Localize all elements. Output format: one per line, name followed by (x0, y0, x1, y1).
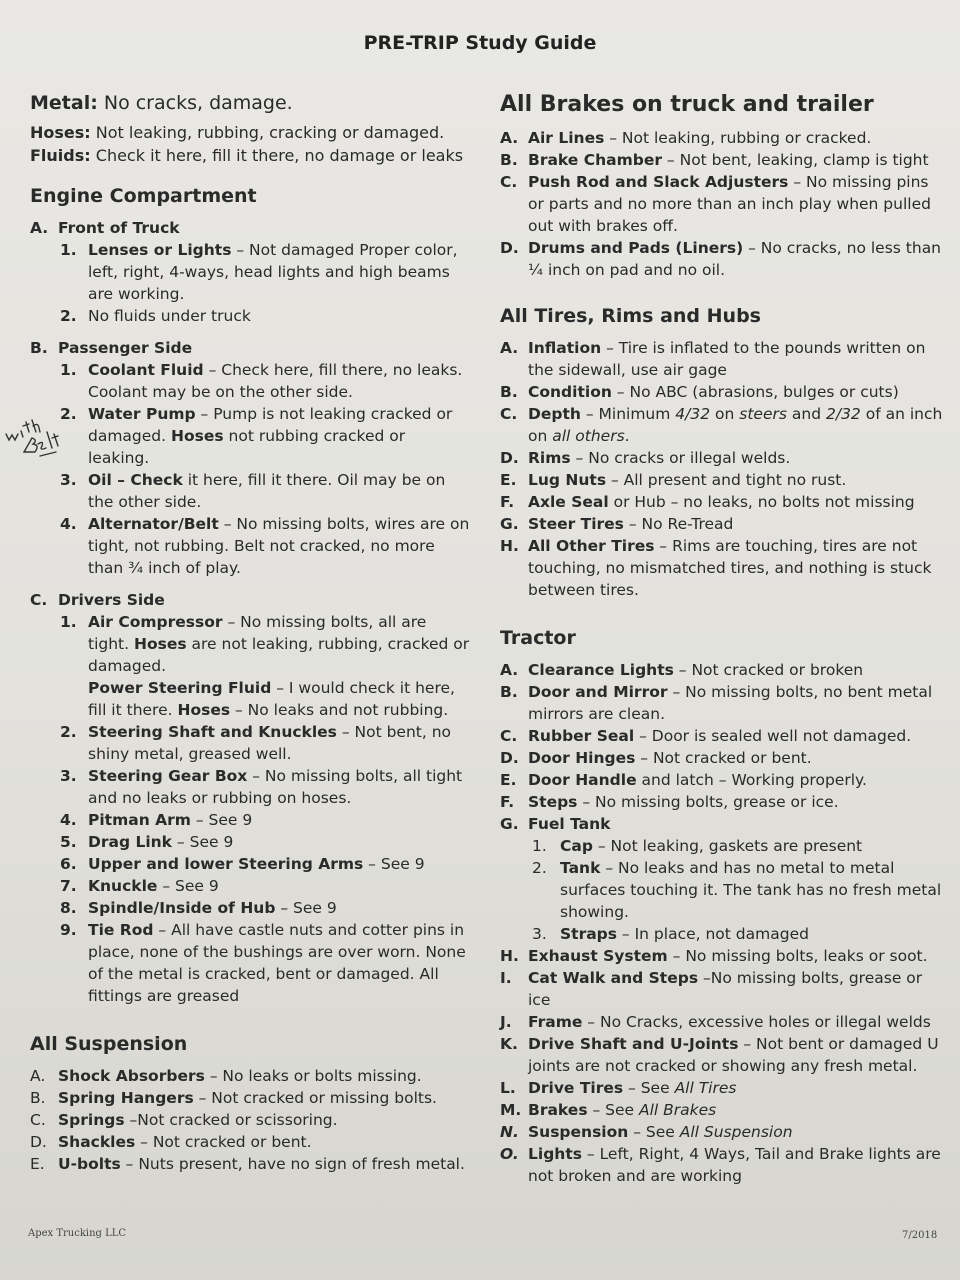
list-item: B. Spring Hangers – Not cracked or missing bolts. (30, 1089, 437, 1107)
list-item: C. Drivers Side (30, 591, 165, 609)
list-item: 7. Knuckle – See 9 (60, 877, 219, 895)
suspension-heading: All Suspension (30, 1033, 188, 1055)
list-item: E. Lug Nuts – All present and tight no rust. (500, 471, 847, 489)
list-item: D. Door Hinges – Not cracked or bent. (500, 749, 812, 767)
list-item: L. Drive Tires – See All Tires (500, 1079, 737, 1097)
list-item: A. Shock Absorbers – No leaks or bolts missing. (30, 1067, 422, 1085)
list-item: 1. Air Compressor – No missing bolts, all are tight. Hoses are not leaking, rubbing, cracked or damaged. Power Steering Fluid – I would check it here, fill it there. Hoses – No leaks and not rubbing. (60, 613, 470, 719)
tires-heading: All Tires, Rims and Hubs (500, 305, 761, 327)
list-item: I. Cat Walk and Steps –No missing bolts, grease or ice (500, 969, 923, 1009)
list-item: B. Door and Mirror – No missing bolts, no bent metal mirrors are clean. (500, 683, 933, 723)
footer-company: Apex Trucking LLC (28, 1228, 127, 1239)
list-item: 2. Steering Shaft and Knuckles – Not bent, no shiny metal, greased well. (60, 723, 452, 763)
list-item: C. Depth – Minimum 4/32 on steers and 2/32 of an inch on all others. (500, 405, 943, 445)
list-item: M. Brakes – See All Brakes (500, 1101, 717, 1119)
list-item: C. Push Rod and Slack Adjusters – No missing pins or parts and no more than an inch play when pulled out with brakes off. (500, 173, 931, 235)
list-item: A. Inflation – Tire is inflated to the pounds written on the sidewall, use air gage (500, 339, 926, 379)
list-item: E. U-bolts – Nuts present, have no sign of fresh metal. (30, 1155, 465, 1173)
list-item: 1. Lenses or Lights – Not damaged Proper color, left, right, 4-ways, head lights and high beams are working. (60, 241, 458, 303)
list-item: 4. Pitman Arm – See 9 (60, 811, 253, 829)
list-item: G. Fuel Tank (500, 815, 611, 833)
list-item: 1. Cap – Not leaking, gaskets are present (532, 837, 863, 855)
list-item: O. Lights – Left, Right, 4 Ways, Tail and Brake lights are not broken and are working (500, 1145, 941, 1185)
list-item: H. All Other Tires – Rims are touching, tires are not touching, no mismatched tires, and nothing is stuck between tires. (500, 537, 932, 599)
list-item: A. Air Lines – Not leaking, rubbing or cracked. (500, 129, 872, 147)
list-item: 5. Drag Link – See 9 (60, 833, 234, 851)
list-item: 9. Tie Rod – All have castle nuts and cotter pins in place, none of the bushings are over worn. None of the metal is cracked, bent or damaged. All fittings are greased (60, 921, 466, 1005)
intro-hoses: Hoses: Not leaking, rubbing, cracking or damaged. (30, 123, 445, 142)
list-item: 3. Straps – In place, not damaged (532, 925, 809, 943)
brakes-heading: All Brakes on truck and trailer (500, 92, 874, 117)
engine-heading: Engine Compartment (30, 185, 257, 207)
list-item: B. Brake Chamber – Not bent, leaking, clamp is tight (500, 151, 929, 169)
list-item: B. Condition – No ABC (abrasions, bulges or cuts) (500, 383, 899, 401)
list-item: D. Drums and Pads (Liners) – No cracks, no less than ¼ inch on pad and no oil. (500, 239, 942, 279)
tires-section (500, 305, 948, 601)
list-item: G. Steer Tires – No Re-Tread (500, 515, 734, 533)
suspension-section (30, 1033, 470, 1175)
intro-fluids: Fluids: Check it here, fill it there, no damage or leaks (30, 146, 464, 165)
list-item: 6. Upper and lower Steering Arms – See 9 (60, 855, 425, 873)
list-item: J. Frame – No Cracks, excessive holes or illegal welds (500, 1013, 931, 1031)
list-item: A. Clearance Lights – Not cracked or broken (500, 661, 864, 679)
list-item: 2. Water Pump – Pump is not leaking cracked or damaged. Hoses not rubbing cracked or leaking. (60, 405, 453, 467)
list-item: E. Door Handle and latch – Working properly. (500, 771, 867, 789)
list-item: K. Drive Shaft and U-Joints – Not bent or damaged U joints are not cracked or showing any fresh metal. (500, 1035, 939, 1075)
right-column (500, 92, 948, 1187)
list-item: C. Rubber Seal – Door is sealed well not damaged. (500, 727, 912, 745)
left-column (30, 92, 470, 1175)
list-item: 2. No fluids under truck (60, 307, 251, 325)
list-item: F. Axle Seal or Hub – no leaks, no bolts not missing (500, 493, 915, 511)
list-item: 8. Spindle/Inside of Hub – See 9 (60, 899, 337, 917)
list-item: A. Front of Truck (30, 219, 180, 237)
list-item: 3. Oil – Check it here, fill it there. Oil may be on the other side. (60, 471, 446, 511)
list-item: 1. Coolant Fluid – Check here, fill there, no leaks. Coolant may be on the other side. (60, 361, 463, 401)
list-item: F. Steps – No missing bolts, grease or ice. (500, 793, 839, 811)
engine-compartment-section (30, 185, 470, 1007)
list-item: H. Exhaust System – No missing bolts, leaks or soot. (500, 947, 928, 965)
list-item: 4. Alternator/Belt – No missing bolts, wires are on tight, not rubbing. Belt not cracked, no more than ¾ inch of play. (60, 515, 470, 577)
list-item: B. Passenger Side (30, 339, 193, 357)
intro-metal: Metal: No cracks, damage. (30, 92, 293, 114)
footer-date: 7/2018 (902, 1230, 938, 1241)
tractor-heading: Tractor (500, 627, 576, 649)
list-item: C. Springs –Not cracked or scissoring. (30, 1111, 338, 1129)
list-item: 2. Tank – No leaks and has no metal to metal surfaces touching it. The tank has no fresh metal showing. (532, 859, 942, 921)
list-item: 3. Steering Gear Box – No missing bolts, all tight and no leaks or rubbing on hoses. (60, 767, 463, 807)
tractor-section (500, 627, 948, 1187)
brakes-section (500, 92, 948, 281)
list-item: D. Shackles – Not cracked or bent. (30, 1133, 312, 1151)
list-item: N. Suspension – See All Suspension (500, 1123, 793, 1141)
page-title: PRE-TRIP Study Guide (363, 32, 597, 54)
list-item: D. Rims – No cracks or illegal welds. (500, 449, 791, 467)
